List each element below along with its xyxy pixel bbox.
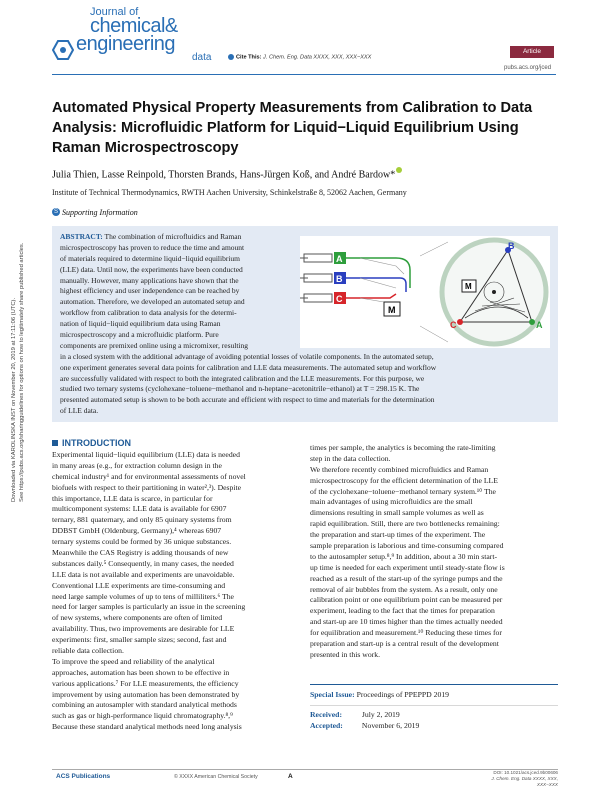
journal-name-line-3: engineering xyxy=(76,33,176,55)
body-line: We therefore recently combined microfluidics and Raman xyxy=(310,464,489,474)
abstract-line-text: presented automated setup is shown to be both accurate and efficient with respect to time and materials for the determination xyxy=(60,395,435,405)
body-line: experiment, leading to the fact that the times for preparation xyxy=(310,606,495,616)
abstract-line xyxy=(60,265,292,276)
header-rule xyxy=(52,74,556,75)
abstract-line xyxy=(60,319,292,330)
body-line: need for larger samples is particularly an issue in the screening xyxy=(52,602,246,612)
toc-graphic xyxy=(300,236,550,348)
body-line: biofuels with respect to their partitioning in water²,³). Despite xyxy=(52,482,242,492)
abstract-line-text: microspectroscopy has proven to reduce the time and amount xyxy=(60,242,245,252)
abstract-line xyxy=(60,384,550,395)
body-line: main advantages of using microfluidics are the small xyxy=(310,497,473,507)
body-line: approaches, automation has been shown to be effective in xyxy=(52,667,230,677)
journal-logo[interactable] xyxy=(52,6,222,62)
author-list xyxy=(52,167,552,180)
received-row xyxy=(310,709,558,721)
body-line: multicomponent systems: LLE data is available for 6907 xyxy=(52,504,227,514)
vertex-a-label: A xyxy=(536,320,543,330)
abstract-label: ABSTRACT: xyxy=(60,232,103,241)
body-line: To improve the speed and reliability of the analytical xyxy=(52,656,215,666)
body-line: presented in this work. xyxy=(310,649,381,659)
body-line: reached as a result of the start-up of the syringe pumps and the xyxy=(310,573,503,583)
abstract-line-text: components are premixed online using a micromixer, resulting xyxy=(60,340,248,350)
abstract-line xyxy=(60,363,550,374)
footer-cite-reference: J. Chem. Eng. Data XXXX, XXX, XXX−XXX xyxy=(491,776,558,787)
special-issue-rule xyxy=(310,684,558,685)
body-line: LLE data is not available and experiments are unavoidable. xyxy=(52,569,235,579)
publisher-logo[interactable]: ACS Publications xyxy=(56,773,111,780)
syringe-b-icon xyxy=(300,274,332,282)
abstract-line xyxy=(60,276,292,287)
body-line: Meanwhile the CAS Registry is adding thousands of new xyxy=(52,548,229,558)
body-line: substances daily.⁵ Consequently, in many cases, the needed xyxy=(52,558,234,568)
author-names: Julia Thien, Lasse Reinpold, Thorsten Brands, Hans-Jürgen Koß, and André Bardow* xyxy=(52,169,396,181)
cite-reference: J. Chem. Eng. Data XXXX, XXX, XXX−XXX xyxy=(263,54,372,61)
abstract-line xyxy=(60,308,292,319)
body-line: combining an autosampler with standard analytical methods xyxy=(52,700,237,710)
body-line: times per sample, the analytics is becoming the rate-limiting xyxy=(310,443,496,452)
abstract-line xyxy=(60,232,292,243)
body-line: DDBST GmbH (Oldenburg, Germany),⁴ whereas 6907 xyxy=(52,526,222,536)
abstract-line xyxy=(60,286,292,297)
abstract-line-text: (LLE) data. Until now, the experiments have been conducted xyxy=(60,264,243,274)
paper-title: Automated Physical Property Measurements from Calibration to Data Analysis: Microfluidic Platform for Liquid−Liquid Equilibrium Using Raman Microspectroscopy xyxy=(52,100,533,156)
accepted-row xyxy=(310,720,558,732)
body-line: reliable data collection. xyxy=(52,646,124,656)
box-c-label: C xyxy=(336,294,343,304)
journal-name-line-4: data xyxy=(192,52,212,63)
abstract-line-text: automation. Therefore, we developed an automated setup and xyxy=(60,297,245,307)
syringe-a-icon xyxy=(300,254,332,262)
download-note xyxy=(4,232,38,502)
journal-url[interactable]: pubs.acs.org/jced xyxy=(504,65,552,71)
abstract-line-text: one experiment generates several data points for calibration and LLE data measurements. The automated setup and workflow xyxy=(60,362,437,372)
introduction-heading-text: INTRODUCTION xyxy=(62,438,131,448)
article-type-badge: Article xyxy=(510,46,554,58)
body-line: such as gas or high-performance liquid chromatography.⁸,⁹ xyxy=(52,711,233,721)
abstract-line-text: in a closed system with the additional advantage of avoiding potential losses of volatile components. In the automated setup, xyxy=(60,351,434,361)
received-label: Received: xyxy=(310,709,343,719)
body-line: microspectroscopy for the efficient determination of the LLE xyxy=(310,475,498,485)
body-line: sample preparation is laborious and time-consuming compared xyxy=(310,541,504,551)
body-line: ternary, 881 quaternary, and only 85 quinary systems from xyxy=(52,515,232,525)
body-line: Conventional LLE experiments are time-consuming and xyxy=(52,580,226,590)
body-line: calibration point or one equilibrium point can be measured per xyxy=(310,595,503,605)
body-line: availability. Thus, two improvements are desirable for LLE xyxy=(52,624,235,634)
body-line: up time is needed for each experiment until steady-state flow is xyxy=(310,562,505,572)
abstract-line xyxy=(60,341,292,352)
body-line: step in the data collection. xyxy=(310,453,391,463)
introduction-column-right xyxy=(310,443,548,661)
vertex-c-label: C xyxy=(450,320,457,330)
abstract-line xyxy=(60,243,292,254)
body-line: removal of air bubbles from the system. As a result, only one xyxy=(310,584,498,594)
dates-rule xyxy=(310,705,558,706)
abstract-line-text: studied two ternary systems (cyclohexane−toluene−methanol and n-heptane−acetonitrile−ethanol) at T = 298.15 K. The xyxy=(60,384,420,394)
body-line: chemical industry¹ and for environmental assessments of novel xyxy=(52,471,246,481)
abstract-line xyxy=(60,374,550,385)
abstract-line-text: manually. However, many applications have shown that the xyxy=(60,275,239,285)
abstract-line xyxy=(60,297,292,308)
abstract-line-text: of LLE data. xyxy=(60,406,99,416)
ternary-m-label: M xyxy=(465,282,472,291)
abstract-line xyxy=(60,406,550,417)
copyright: © XXXX American Chemical Society xyxy=(174,774,258,780)
body-line: the preparation and start-up times of the experiment. The xyxy=(310,530,486,540)
cite-icon xyxy=(228,54,234,60)
affiliation: Institute of Technical Thermodynamics, RWTH Aachen University, Schinkelstraße 8, 52062 Aachen, Germany xyxy=(52,188,407,197)
body-line: various applications.⁷ For LLE measurements, the efficiency xyxy=(52,678,239,688)
supporting-info-link[interactable]: Supporting Information xyxy=(62,208,138,217)
abstract-line-text: nation of liquid−liquid equilibrium data using Raman xyxy=(60,319,221,329)
cite-label: Cite This: xyxy=(236,54,262,61)
body-line: Because these standard analytical methods need long analysis xyxy=(52,722,242,732)
abstract-line-text: highest efficiency and user independence can be reached by xyxy=(60,286,240,296)
body-line: preparation and start-up is a central result of the development xyxy=(310,639,499,649)
body-line: rapid equilibration. Still, there are two bottlenecks remaining: xyxy=(310,519,500,529)
section-marker-icon xyxy=(52,440,58,446)
vertex-b-label: B xyxy=(508,241,515,251)
special-issue-row xyxy=(310,689,558,701)
body-line: ternary systems could be formed by 36 unique substances. xyxy=(52,537,232,547)
accepted-label: Accepted: xyxy=(310,721,343,730)
body-line: improvement by using automation has been demonstrated by xyxy=(52,689,240,699)
introduction-heading xyxy=(52,438,131,448)
abstract-line-text: workflow from calibration to data analysis for the determi- xyxy=(60,308,237,318)
received-date: July 2, 2019 xyxy=(361,709,400,719)
abstract-line xyxy=(60,254,292,265)
body-line: of new systems, where components are often of limited xyxy=(52,613,223,623)
journal-name-line-1: Journal of xyxy=(90,6,139,18)
mixer-label: M xyxy=(388,305,396,315)
special-issue-value[interactable]: Proceedings of PPEPPD 2019 xyxy=(356,690,450,699)
introduction-column-left xyxy=(52,450,290,733)
body-line: need large sample volumes of up to tens of milliliters.⁶ The xyxy=(52,591,234,601)
supporting-info-icon[interactable]: S xyxy=(53,209,58,215)
body-line: and start-up are 10 times higher than the times actually needed xyxy=(310,617,503,627)
doi[interactable]: DOI: 10.1021/acs.jced.9b00606 xyxy=(493,770,558,775)
special-issue-label: Special Issue: xyxy=(310,690,355,699)
cite-this[interactable] xyxy=(228,54,371,60)
abstract-line-text: The combination of microfluidics and Raman xyxy=(104,232,242,241)
acs-hexagon-icon xyxy=(52,40,74,60)
download-note-line-2: See https://pubs.acs.org/sharingguidelines for options on how to legitimately share published articles. xyxy=(19,242,25,502)
abstract-line xyxy=(60,395,550,406)
abstract-line-text: of materials required to determine liquid−liquid equilibrium xyxy=(60,253,241,263)
footer-doi-block xyxy=(470,770,558,788)
special-issue-box xyxy=(310,684,558,732)
body-line: this importance, LLE data is scarce, in particular for xyxy=(52,493,213,503)
orcid-icon[interactable] xyxy=(396,167,402,173)
body-line: in many areas (e.g., for extraction column design in the xyxy=(52,460,222,470)
accepted-date: November 6, 2019 xyxy=(361,721,420,730)
box-b-label: B xyxy=(336,274,343,284)
box-a-label: A xyxy=(336,254,343,264)
abstract-line xyxy=(60,352,550,363)
abstract-line-text: microspectroscopy and a microfluidic platform. Pure xyxy=(60,330,219,340)
syringe-c-icon xyxy=(300,294,332,302)
abstract-line xyxy=(60,330,292,341)
body-line: for equilibration and measurement.¹⁰ Reducing these times for xyxy=(310,628,502,638)
download-note-line-1: Downloaded via KAROLINSKA INST on November 20, 2019 at 17:11:06 (UTC). xyxy=(11,297,17,502)
body-line: experiments: first, smaller sample sizes; second, fast and xyxy=(52,635,227,645)
journal-name-line-2: chemical& xyxy=(90,15,178,37)
body-line: to the autosampler setup.⁸,⁹ In addition, about a 30 min start- xyxy=(310,551,498,561)
body-line: of the cyclohexane−toluene−methanol ternary system.¹⁰ The xyxy=(310,486,496,496)
abstract-line-text: are successfully validated with respect to both the integrated calibration and the LLE measurements. For this purpose, we xyxy=(60,373,425,383)
body-line: dimensions resulting in small sample volumes as well as xyxy=(310,508,484,518)
page-number: A xyxy=(288,773,293,780)
body-line: Experimental liquid−liquid equilibrium (LLE) data is needed xyxy=(52,450,240,459)
